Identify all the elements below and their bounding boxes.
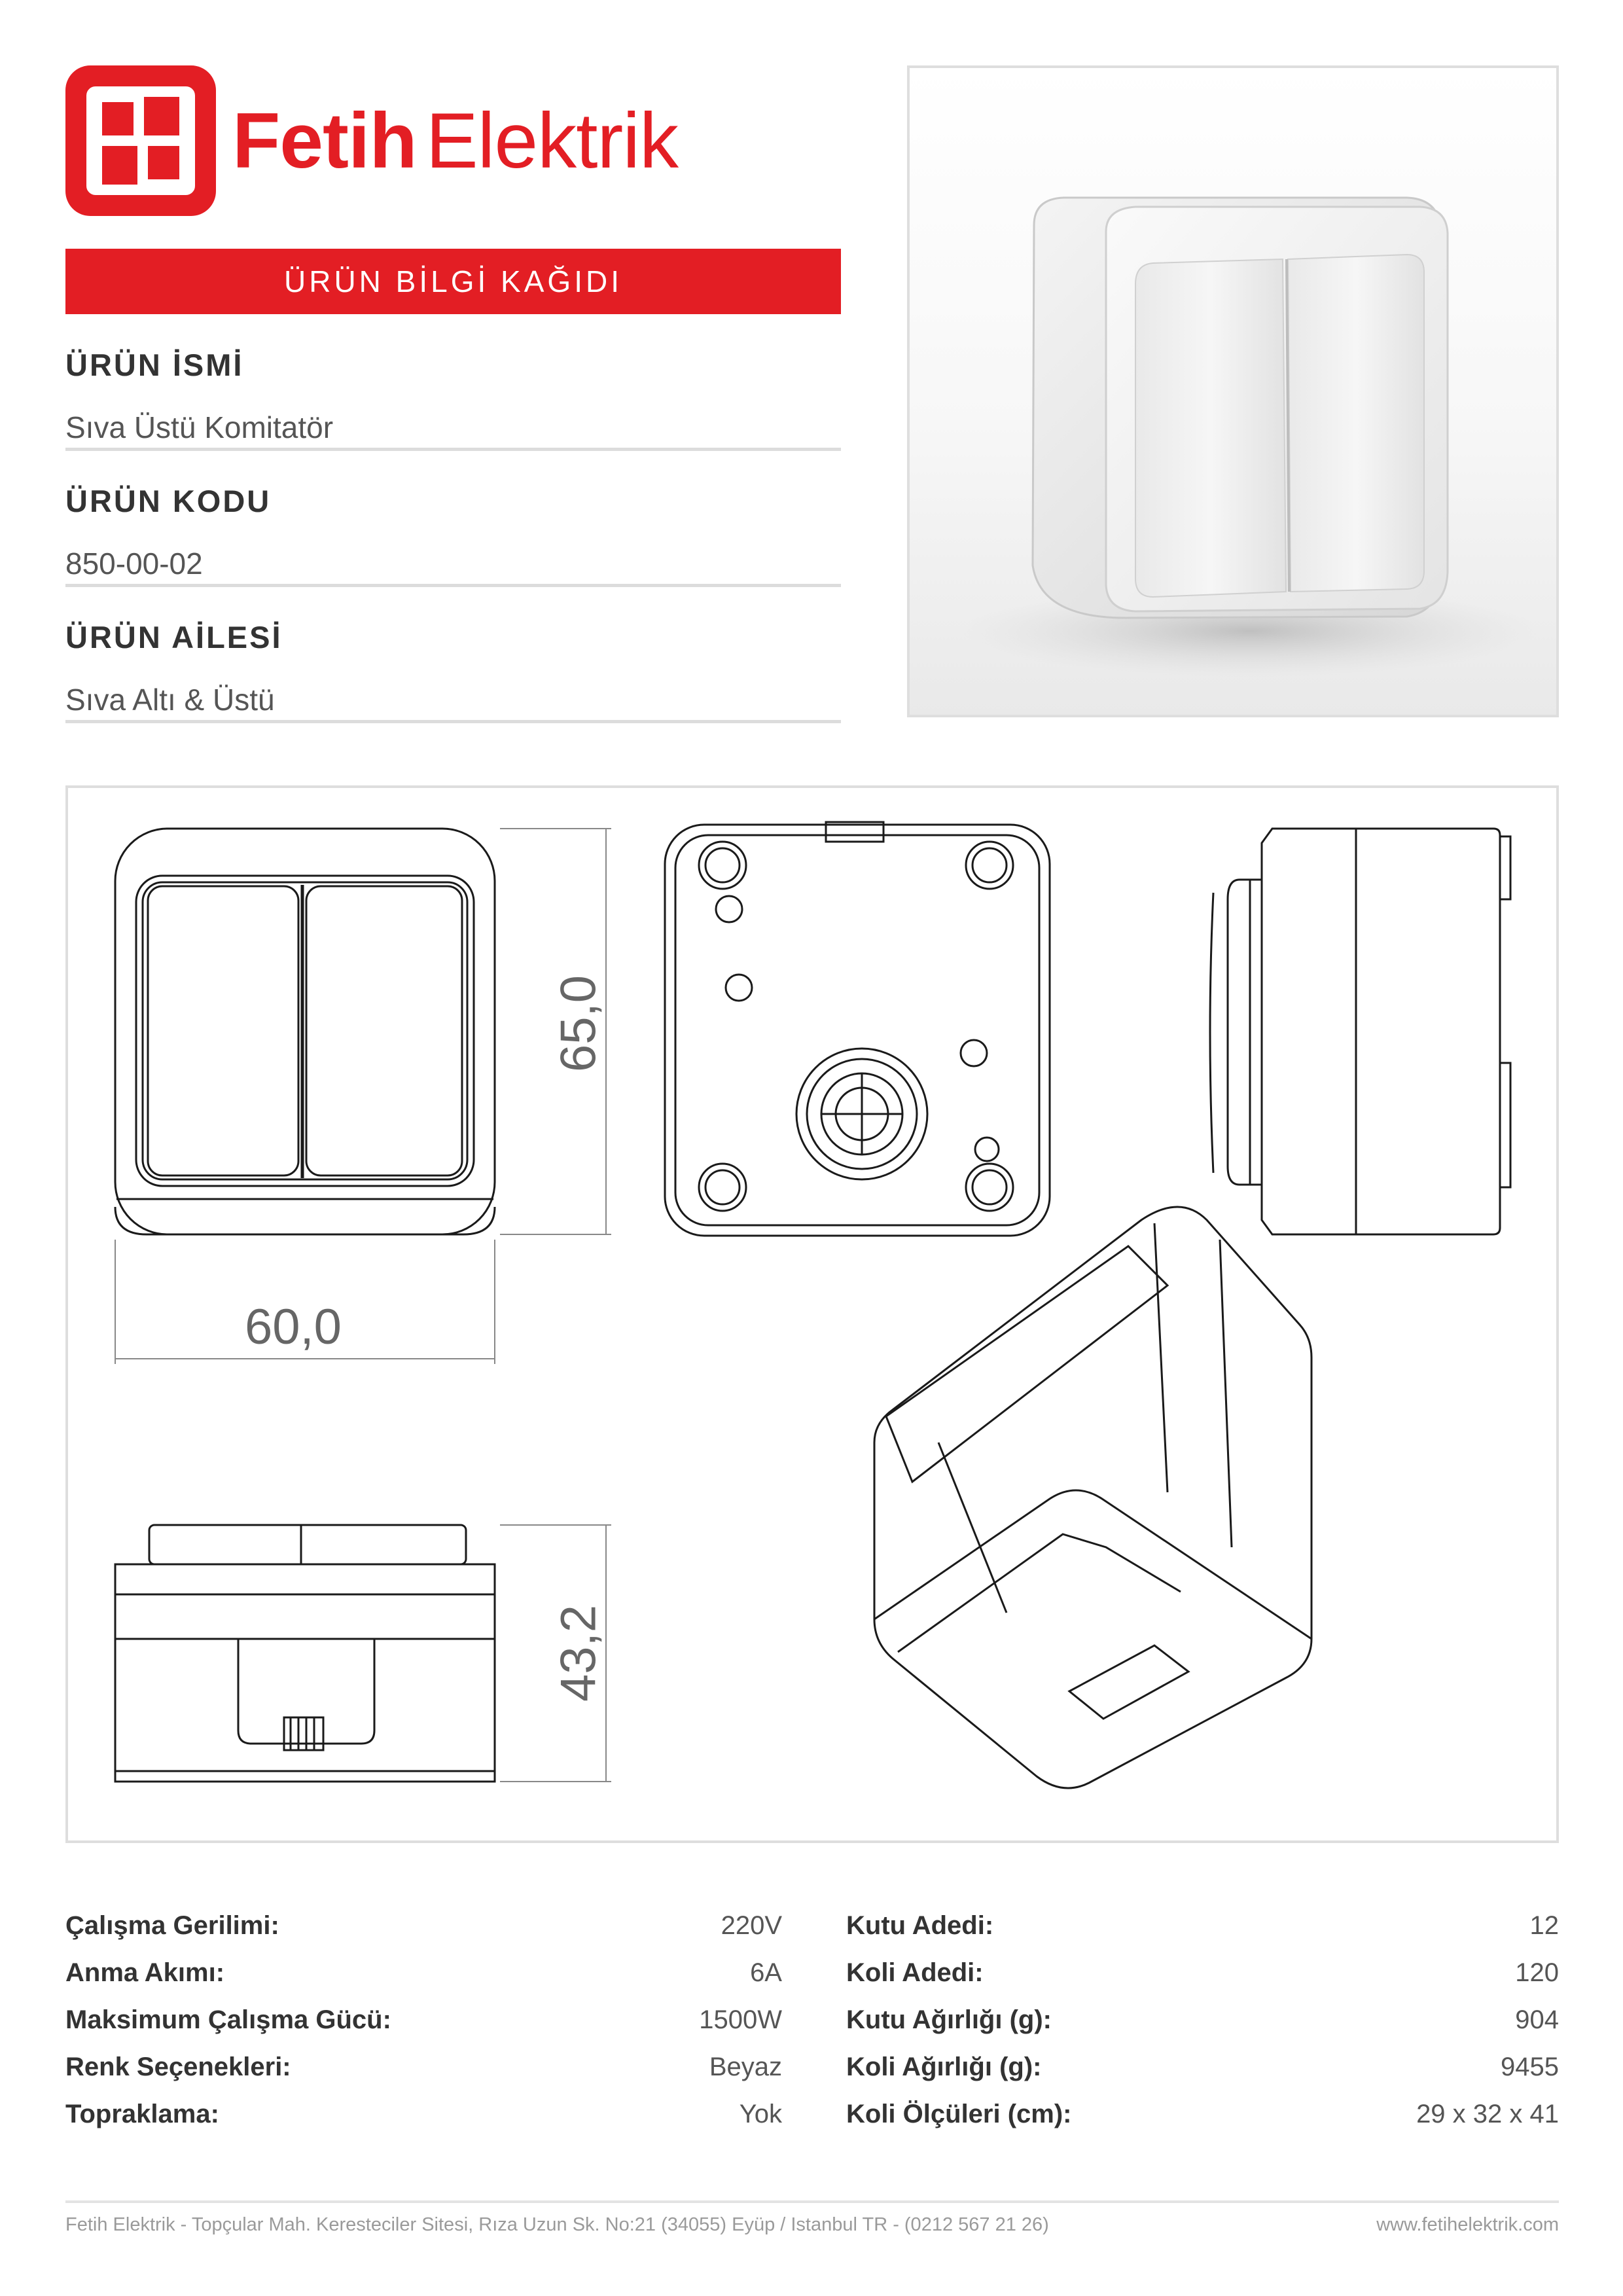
front-view-drawing [115,829,495,1234]
spec-value-carton-weight: 9455 [1501,2053,1559,2081]
product-code-value: 850-00-02 [65,547,203,581]
fe-monogram-icon [65,65,216,216]
product-family-value: Sıva Altı & Üstü [65,683,275,717]
spec-label-box-weight: Kutu Ağırlığı (g): [846,2005,1052,2034]
spec-label-max-power: Maksimum Çalışma Gücü: [65,2005,391,2034]
footer-address: Fetih Elektrik - Topçular Mah. Keresteciler Sitesi, Rıza Uzun Sk. No:21 (34055) Eyüp / Istanbul TR - (0212 567 21 26) [65,2214,1049,2235]
spec-label-grounding: Topraklama: [65,2100,219,2128]
divider [65,720,841,723]
front-view-dimension-lines [115,829,611,1364]
dimension-depth-label: 43,2 [550,1605,607,1702]
spec-value-current: 6A [750,1958,782,1987]
dimension-width-label: 60,0 [245,1299,342,1355]
technical-drawing-panel [65,785,1559,1843]
spec-value-voltage: 220V [721,1911,782,1940]
spec-label-colors: Renk Seçenekleri: [65,2053,291,2081]
product-family-label: ÜRÜN AİLESİ [65,620,283,655]
brand-name-light: Elektrik [425,97,679,185]
side-view-drawing [1210,829,1510,1234]
product-photo [907,65,1559,717]
rear-view-drawing [665,822,1050,1236]
spec-value-max-power: 1500W [699,2005,782,2034]
document-title: ÜRÜN BİLGİ KAĞIDI [284,264,622,298]
spec-value-grounding: Yok [739,2100,782,2128]
spec-label-carton-count: Koli Adedi: [846,1958,984,1987]
switch-photo-illustration [910,68,1556,715]
spec-label-voltage: Çalışma Gerilimi: [65,1911,279,1940]
spec-value-carton-count: 120 [1515,1958,1559,1987]
spec-value-colors: Beyaz [709,2053,782,2081]
dimension-height-label: 65,0 [550,975,607,1072]
product-code-label: ÜRÜN KODU [65,484,272,518]
document-title-bar [65,249,841,314]
spec-value-box-count: 12 [1529,1911,1559,1940]
spec-label-box-count: Kutu Adedi: [846,1911,994,1940]
isometric-view-drawing [874,1207,1311,1788]
brand-name-bold: Fetih [232,97,417,185]
footer-divider [65,2200,1559,2203]
spec-value-carton-dimensions: 29 x 32 x 41 [1416,2100,1559,2128]
brand-name [232,98,678,183]
product-name-value: Sıva Üstü Komitatör [65,410,334,444]
spec-label-current: Anma Akımı: [65,1958,225,1987]
product-name-label: ÜRÜN İSMİ [65,348,244,382]
divider [65,584,841,587]
spec-value-box-weight: 904 [1515,2005,1559,2034]
spec-label-carton-weight: Koli Ağırlığı (g): [846,2053,1042,2081]
bottom-view-drawing [115,1525,495,1782]
spec-label-carton-dimensions: Koli Ölçüleri (cm): [846,2100,1072,2128]
divider [65,448,841,451]
footer-website-link[interactable]: www.fetihelektrik.com [1376,2214,1559,2235]
